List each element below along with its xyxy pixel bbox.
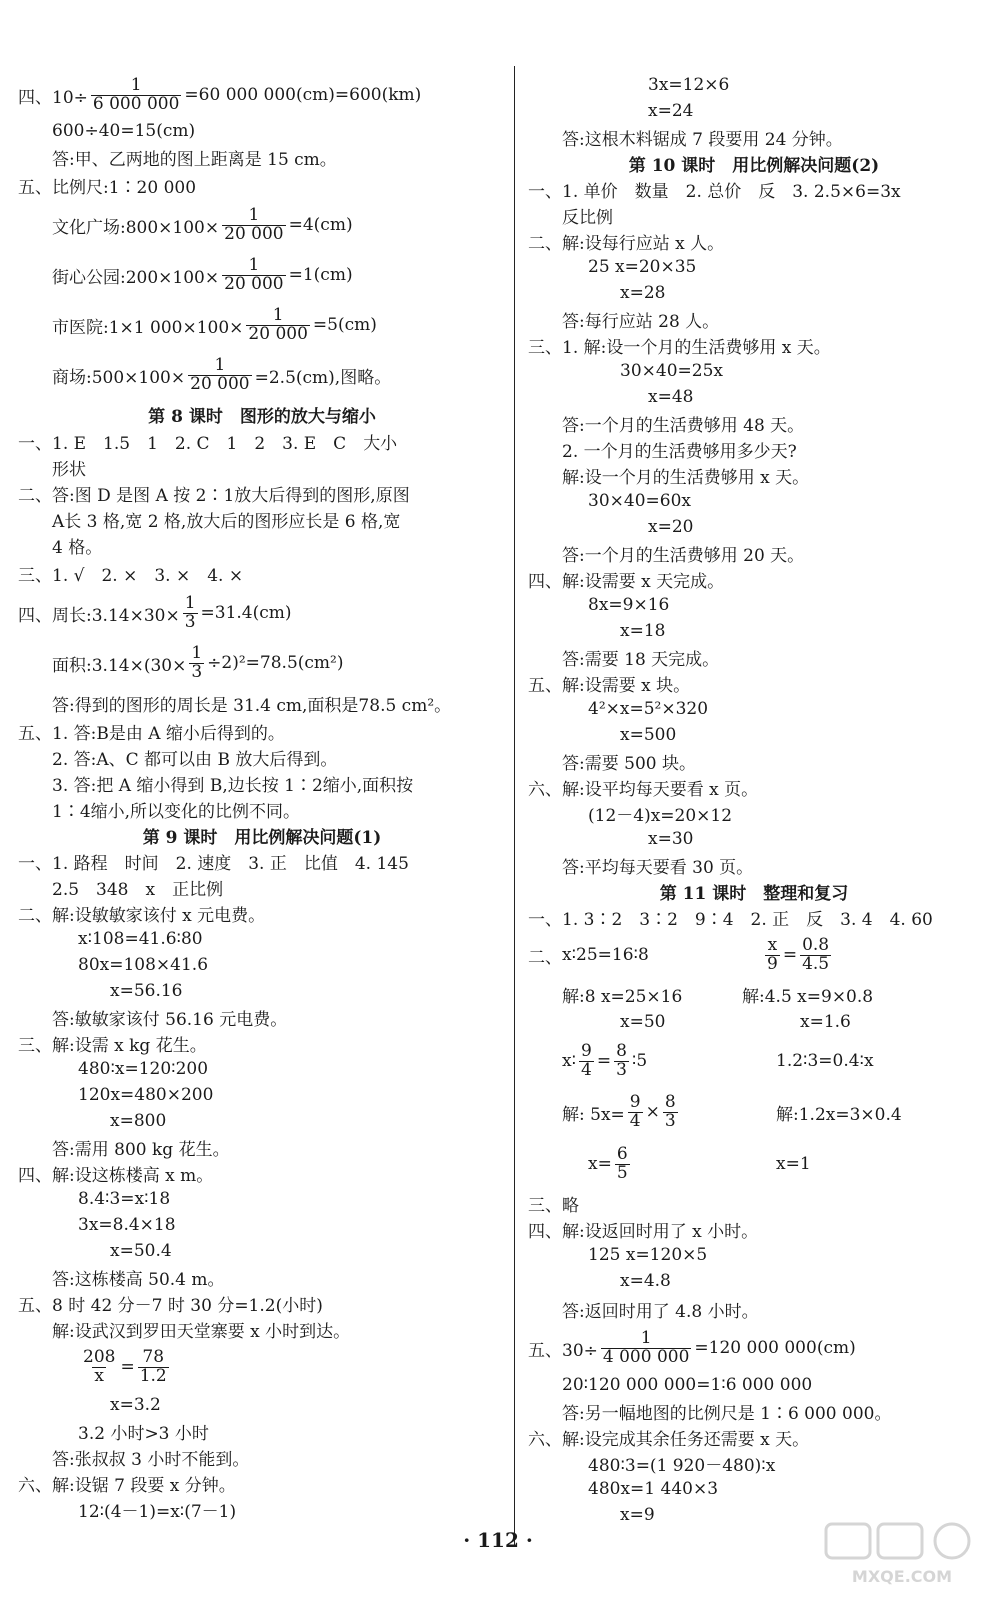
fraction-denominator: 3: [664, 1110, 676, 1131]
answer-line: 一、1. 3∶2 3∶2 9∶4 2. 正 反 3. 4 4. 60: [528, 909, 933, 930]
equation-line: [528, 1036, 980, 1086]
fraction-numerator: 1: [191, 642, 203, 663]
equation-line: 30×40=25x: [620, 361, 723, 381]
answer-line: 答:张叔叔 3 小时不能到。: [52, 1449, 250, 1470]
answer-line: 答:得到的图形的周长是 31.4 cm,面积是78.5 cm²。: [52, 695, 452, 716]
fraction-denominator: 20 000: [190, 373, 250, 394]
fraction-numerator: 1: [272, 304, 284, 325]
answer-line: 2. 答:A、C 都可以由 B 放大后得到。: [52, 749, 338, 770]
answer-line: A长 3 格,宽 2 格,放大后的图形应长是 6 格,宽: [52, 511, 401, 532]
fraction-denominator: 4: [629, 1110, 641, 1131]
fraction-denominator: 20 000: [248, 323, 308, 344]
answer-line: 答:这栋楼高 50.4 m。: [52, 1269, 225, 1290]
answer-line: 二、答:图 D 是图 A 按 2∶1放大后得到的图形,原图: [18, 485, 410, 506]
section-title: 第 9 课时 用比例解决问题(1): [142, 827, 382, 848]
fraction-numerator: 9: [629, 1091, 641, 1112]
answer-line: 反比例: [562, 207, 613, 228]
text: 解:8 x=25×16: [562, 986, 683, 1007]
text: ×: [645, 1102, 660, 1122]
fraction-numerator: 8: [664, 1091, 676, 1112]
left-column: [18, 72, 506, 1522]
equation-line: x=4.8: [620, 1271, 671, 1291]
answer-line: 四、解:设返回时用了 x 小时。: [528, 1221, 759, 1242]
answer-line: 答:返回时用了 4.8 小时。: [562, 1301, 759, 1322]
equation-line: x=20: [648, 517, 694, 537]
fraction: [222, 204, 285, 244]
text: x∶: [562, 1051, 577, 1071]
text: 四、10÷: [18, 87, 88, 108]
text: 面积:3.14×(30×: [52, 655, 187, 676]
fraction: [91, 74, 182, 114]
text: =1(cm): [288, 265, 353, 285]
fraction-denominator: 3: [616, 1059, 627, 1080]
text: =: [782, 945, 798, 965]
text: =5(cm): [312, 315, 377, 335]
equation-line: 80x=108×41.6: [78, 955, 209, 975]
fraction-denominator: 4.5: [802, 953, 830, 974]
fraction: [246, 304, 309, 344]
equation-line: 480∶x=120∶200: [78, 1059, 209, 1079]
answer-line: [18, 350, 506, 400]
text: 解:4.5 x=9×0.8: [742, 986, 874, 1007]
equation-line: [528, 1086, 980, 1138]
text: 解: 5x=: [562, 1104, 625, 1125]
text: x=: [588, 1154, 612, 1174]
answer-line: 一、1. 单价 数量 2. 总价 反 3. 2.5×6=3x: [528, 181, 901, 202]
equation-line: 480x=1 440×3: [588, 1479, 719, 1499]
column-divider: [514, 66, 515, 1546]
fraction-numerator: 1: [248, 254, 260, 275]
fraction-numerator: 1: [248, 204, 260, 225]
fraction-numerator: 1: [640, 1327, 652, 1348]
fraction: [222, 254, 285, 294]
fraction-denominator: 3: [191, 661, 203, 682]
answer-line: 三、略: [528, 1195, 579, 1216]
equation-line: [528, 1324, 980, 1372]
fraction: [663, 1091, 678, 1131]
fraction-denominator: 4: [581, 1059, 592, 1080]
text: =60 000 000(cm)=600(km): [184, 85, 422, 105]
fraction-numerator: 9: [581, 1040, 592, 1061]
fraction-denominator: x: [94, 1365, 105, 1386]
equation-line: x=50.4: [110, 1241, 172, 1261]
section-title: 第 10 课时 用比例解决问题(2): [628, 155, 880, 176]
page-number: · 112 ·: [463, 1528, 533, 1552]
fraction: [189, 642, 204, 682]
fraction-numerator: 78: [142, 1346, 165, 1367]
fraction: [800, 934, 831, 974]
equation-line: 3.2 小时>3 小时: [78, 1423, 209, 1444]
equation-line: [528, 980, 980, 1008]
equation-line: 125 x=120×5: [588, 1245, 708, 1265]
equation-line: x=18: [620, 621, 666, 641]
equation-line: [528, 1138, 980, 1190]
fraction-denominator: 3: [184, 611, 196, 632]
equation-line: 120x=480×200: [78, 1085, 214, 1105]
answer-line: 答:另一幅地图的比例尺是 1∶6 000 000。: [562, 1403, 892, 1424]
fraction-denominator: 1.2: [139, 1365, 167, 1386]
text: 街心公园:200×100×: [52, 267, 220, 288]
equation-line: [528, 930, 980, 980]
equation-line: x∶108=41.6∶80: [78, 929, 203, 949]
answer-line: 答:需用 800 kg 花生。: [52, 1139, 230, 1160]
answer-line: 形状: [52, 459, 86, 480]
fraction-denominator: 20 000: [224, 223, 284, 244]
fraction-denominator: 4 000 000: [602, 1346, 690, 1367]
equation-line: 12∶(4－1)=x∶(7－1): [78, 1501, 237, 1522]
equation-line: x=800: [110, 1111, 167, 1131]
text: 四、周长:3.14×30×: [18, 605, 180, 626]
fraction: [615, 1143, 630, 1183]
text: x∶25=16∶8: [562, 945, 649, 965]
answer-line: 六、解:设平均每天要看 x 页。: [528, 779, 759, 800]
fraction-numerator: 208: [83, 1346, 116, 1367]
text: =2.5(cm),图略。: [254, 367, 392, 388]
fraction-numerator: 8: [616, 1040, 627, 1061]
equation-line: [18, 1342, 506, 1392]
text: ∶5: [631, 1051, 648, 1071]
equation-line: 20∶120 000 000=1∶6 000 000: [562, 1375, 813, 1395]
fraction-numerator: 1: [184, 592, 196, 613]
watermark-logo: [822, 1520, 982, 1590]
equation-line: 8.4∶3=x∶18: [78, 1189, 171, 1209]
fraction: [81, 1346, 117, 1386]
answer-line: 二、解:设敏敏家该付 x 元电费。: [18, 905, 266, 926]
answer-line: [18, 300, 506, 350]
fraction-denominator: 5: [616, 1162, 628, 1183]
equation-line: x=9: [620, 1505, 655, 1525]
answer-line: 二、解:设每行应站 x 人。: [528, 233, 725, 254]
equation-line: [528, 1008, 980, 1036]
answer-line: 五、解:设需要 x 块。: [528, 675, 691, 696]
equation-line: x=30: [648, 829, 694, 849]
right-column: [528, 72, 980, 1528]
section-title: 第 8 课时 图形的放大与缩小: [148, 406, 376, 427]
text: 解:1.2x=3×0.4: [776, 1104, 902, 1125]
fraction-numerator: 6: [616, 1143, 628, 1164]
answer-line: 2. 一个月的生活费够用多少天?: [562, 441, 797, 462]
fraction-numerator: 0.8: [802, 934, 830, 955]
text: x=50: [620, 1012, 666, 1032]
fraction-denominator: 9: [767, 953, 778, 974]
answer-line: 解:设武汉到罗田天堂寨要 x 小时到达。: [52, 1321, 351, 1342]
answer-line: [18, 72, 506, 118]
text: =: [120, 1357, 135, 1377]
equation-line: x=3.2: [110, 1395, 161, 1415]
answer-line: [18, 250, 506, 300]
answer-line: 答:一个月的生活费够用 48 天。: [562, 415, 805, 436]
text: 商场:500×100×: [52, 367, 186, 388]
answer-line: 答:需要 18 天完成。: [562, 649, 720, 670]
fraction: [765, 934, 780, 974]
answer-line: 三、1. √ 2. × 3. × 4. ×: [18, 565, 244, 586]
answer-line: 答:一个月的生活费够用 20 天。: [562, 545, 805, 566]
answer-line: 答:这根木料锯成 7 段要用 24 分钟。: [562, 129, 843, 150]
fraction-numerator: 1: [214, 354, 226, 375]
equation-line: x=500: [620, 725, 677, 745]
answer-line: 1∶4缩小,所以变化的比例不同。: [52, 801, 301, 822]
fraction: [579, 1040, 594, 1080]
text: =31.4(cm): [200, 603, 292, 623]
fraction-denominator: 20 000: [224, 273, 284, 294]
answer-line: 三、1. 解:设一个月的生活费够用 x 天。: [528, 337, 831, 358]
answer-line: [18, 200, 506, 250]
answer-line: 六、解:设锯 7 段要 x 分钟。: [18, 1475, 236, 1496]
text: 五、30÷: [528, 1340, 598, 1361]
answer-line: 4 格。: [52, 537, 103, 558]
equation-line: 3x=12×6: [648, 75, 730, 95]
answer-line: [18, 638, 506, 688]
equation-line: 4²×x=5²×320: [588, 699, 709, 719]
answer-line: 六、解:设完成其余任务还需要 x 天。: [528, 1429, 810, 1450]
answer-line: 一、1. 路程 时间 2. 速度 3. 正 比值 4. 145: [18, 853, 409, 874]
answer-line: 3. 答:把 A 缩小得到 B,边长按 1∶2缩小,面积按: [52, 775, 414, 796]
text: x=1: [776, 1154, 811, 1174]
answer-line: 五、1. 答:B是由 A 缩小后得到的。: [18, 723, 285, 744]
answer-line: 三、解:设需 x kg 花生。: [18, 1035, 207, 1056]
fraction-numerator: 1: [130, 74, 142, 95]
equation-line: 8x=9×16: [588, 595, 670, 615]
text: 二、: [528, 947, 562, 968]
text: 文化广场:800×100×: [52, 217, 220, 238]
answer-line: 2.5 348 x 正比例: [52, 879, 224, 900]
text: x=1.6: [800, 1012, 851, 1032]
equation-line: x=56.16: [110, 981, 183, 1001]
fraction: [188, 354, 251, 394]
equation-line: 480∶3=(1 920－480)∶x: [588, 1455, 776, 1476]
answer-line: 一、1. E 1.5 1 2. C 1 2 3. E C 大小: [18, 433, 398, 454]
answer-line: 四、解:设这栋楼高 x m。: [18, 1165, 214, 1186]
equation-line: (12－4)x=20×12: [588, 805, 733, 826]
answer-line: [18, 588, 506, 638]
answer-line: 600÷40=15(cm): [52, 121, 196, 141]
answer-line: 答:敏敏家该付 56.16 元电费。: [52, 1009, 288, 1030]
fraction: [601, 1327, 692, 1367]
fraction: [628, 1091, 643, 1131]
fraction: [183, 592, 198, 632]
text: 市医院:1×1 000×100×: [52, 317, 244, 338]
fraction-denominator: 6 000 000: [92, 93, 180, 114]
answer-line: 答:每行应站 28 人。: [562, 311, 720, 332]
text: =4(cm): [288, 215, 353, 235]
fraction: [138, 1346, 169, 1386]
equation-line: x=28: [620, 283, 666, 303]
text: ÷2)²=78.5(cm²): [207, 653, 344, 673]
equation-line: 3x=8.4×18: [78, 1215, 176, 1235]
answer-line: 答:需要 500 块。: [562, 753, 696, 774]
section-title: 第 11 课时 整理和复习: [659, 883, 849, 904]
fraction-numerator: x: [767, 934, 778, 955]
equation-line: x=48: [648, 387, 694, 407]
answer-line: 五、8 时 42 分－7 时 30 分=1.2(小时): [18, 1295, 323, 1316]
fraction: [614, 1040, 629, 1080]
text: 1.2∶3=0.4∶x: [776, 1051, 874, 1071]
equation-line: 30×40=60x: [588, 491, 691, 511]
answer-line: 解:设一个月的生活费够用 x 天。: [562, 467, 810, 488]
answer-line: 答:平均每天要看 30 页。: [562, 857, 754, 878]
text: =120 000 000(cm): [694, 1338, 856, 1358]
answer-line: 四、解:设需要 x 天完成。: [528, 571, 725, 592]
watermark-text: MXQE.COM: [851, 1567, 953, 1586]
answer-line: 答:甲、乙两地的图上距离是 15 cm。: [52, 149, 337, 170]
text: =: [596, 1051, 612, 1071]
answer-line: 五、比例尺:1∶20 000: [18, 177, 197, 198]
equation-line: x=24: [648, 101, 694, 121]
equation-line: 25 x=20×35: [588, 257, 697, 277]
